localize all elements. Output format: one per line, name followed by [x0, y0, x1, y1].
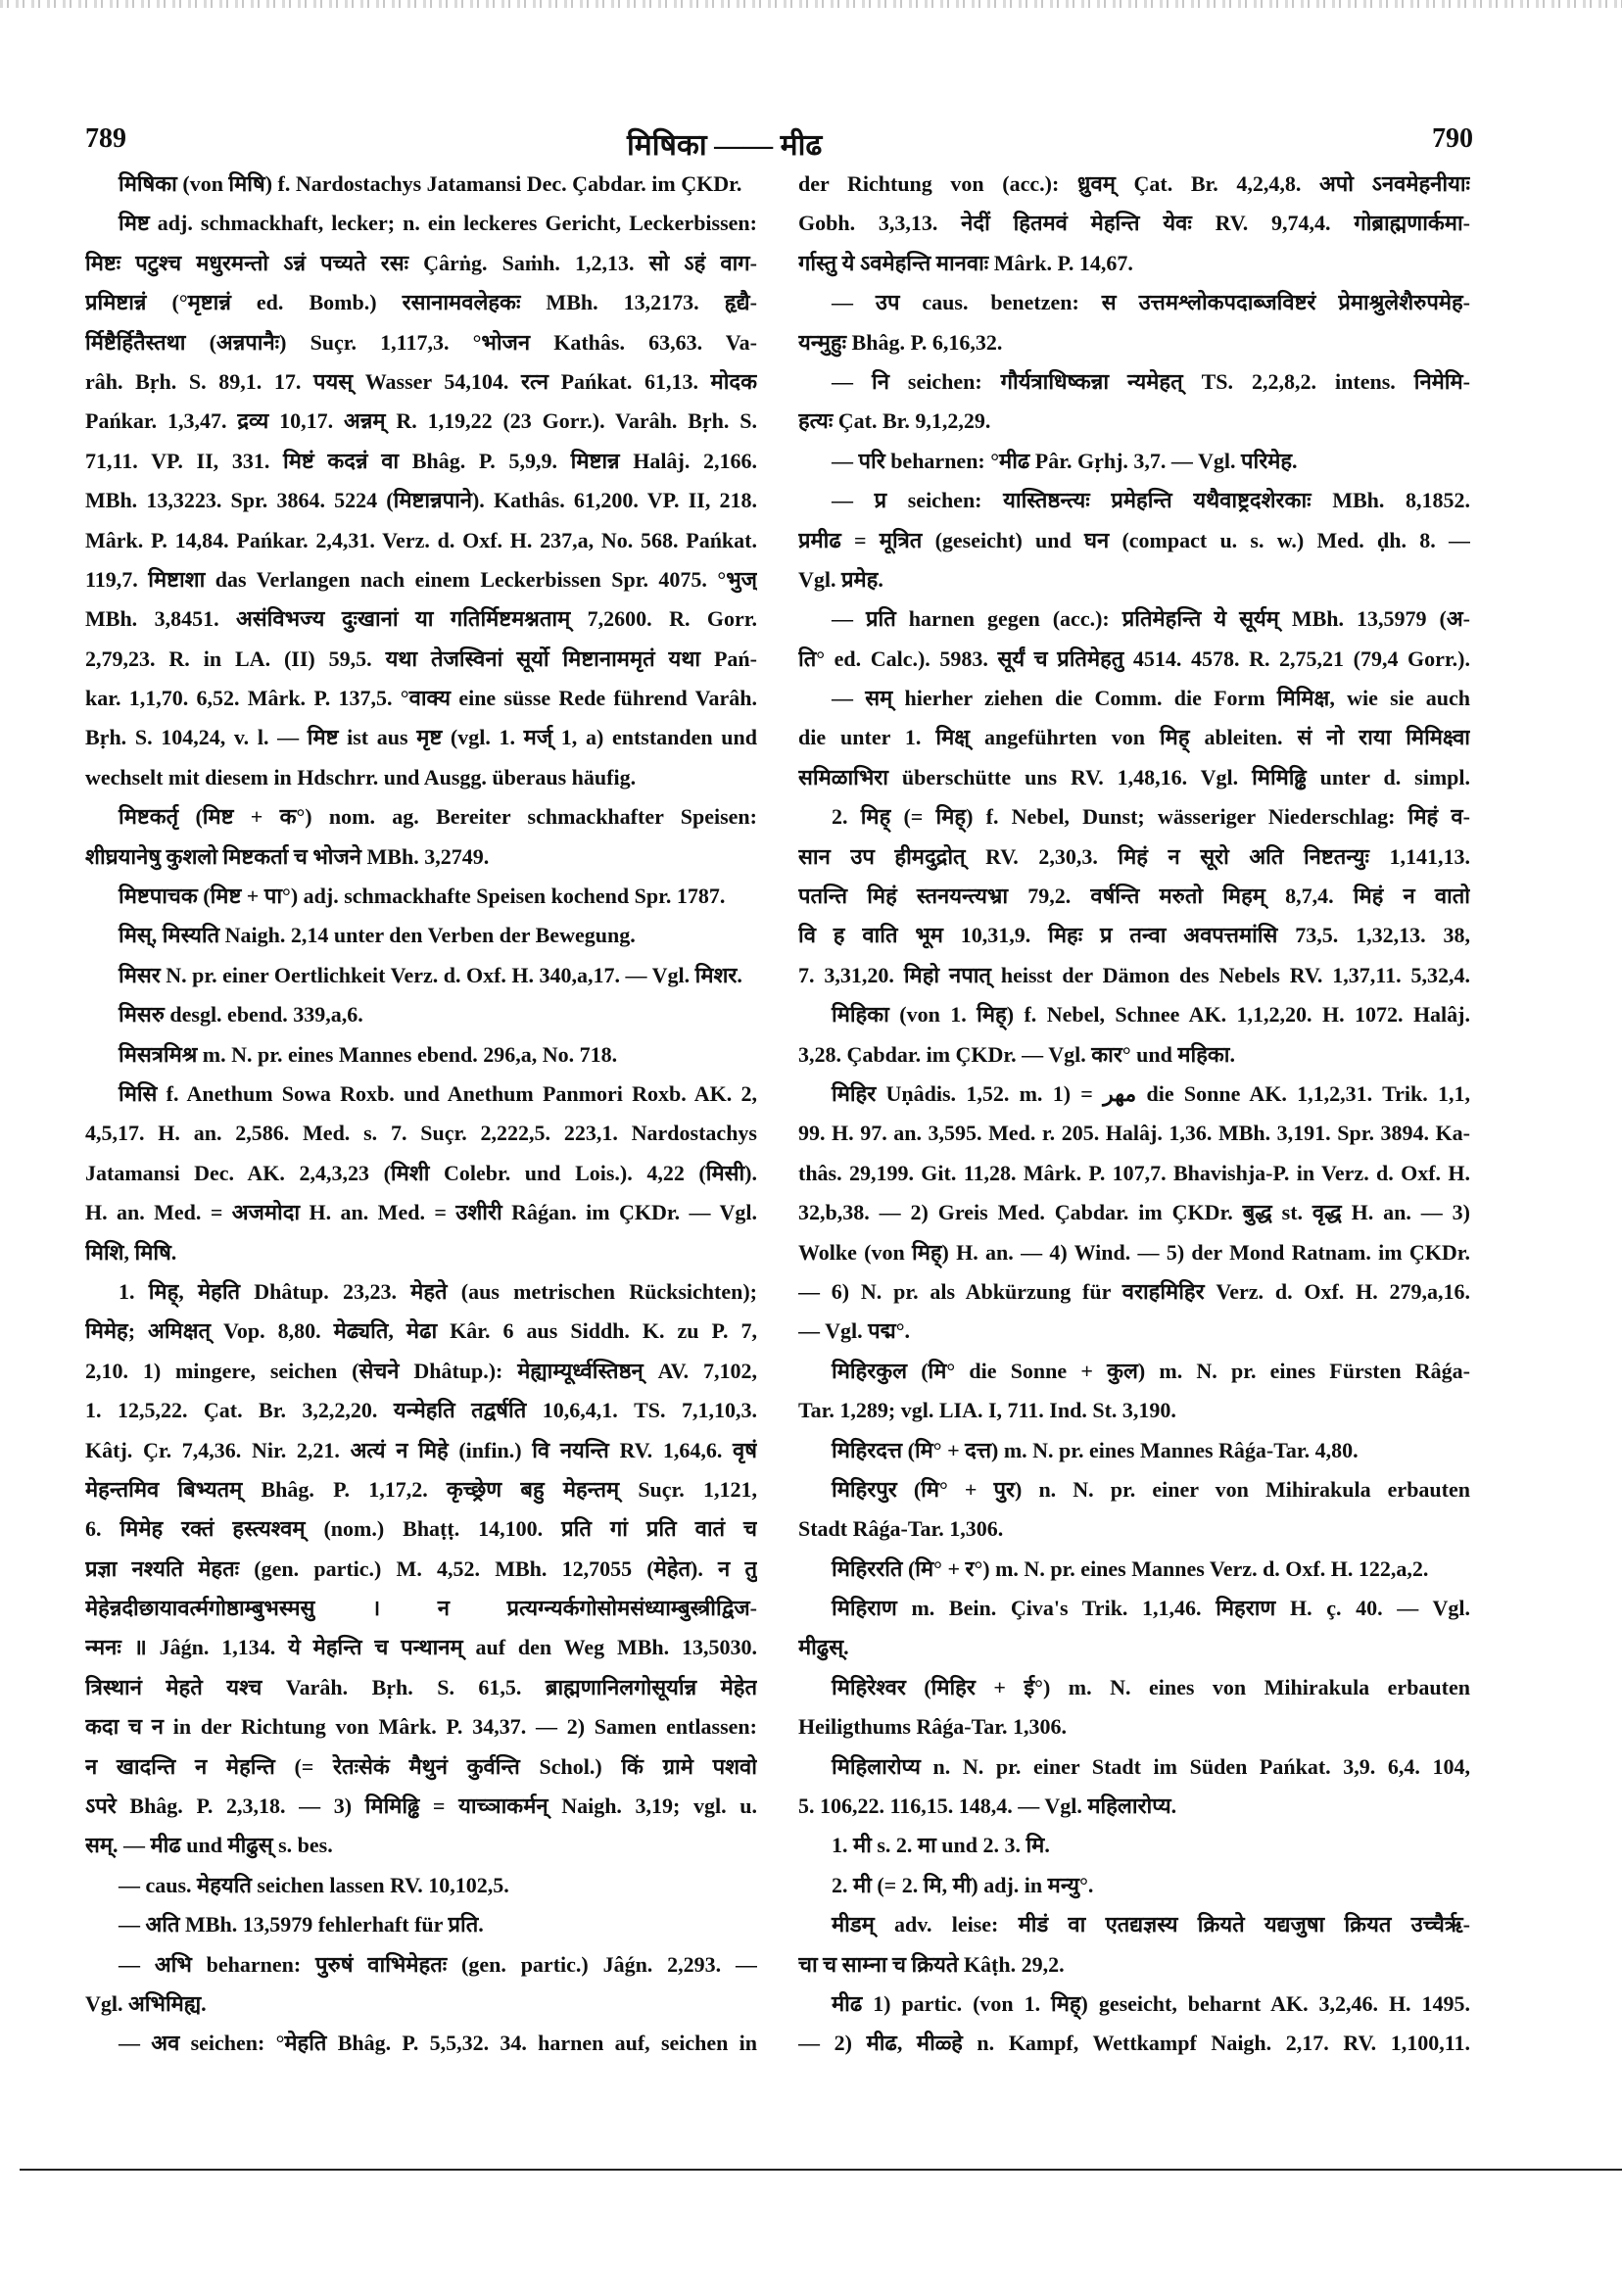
left-column-line: 1. 12,5,22. Çat. Br. 3,2,2,20. यन्मेहति तद्वर्षति 10,6,4,1. TS. 7,1,10,3. — [85, 1398, 757, 1423]
right-column-line: 2. मी (= 2. मि, मी) adj. in मन्यु°. — [832, 1872, 1094, 1897]
left-column-line: 119,7. मिष्टाशा das Verlangen nach einem Leckerbissen Spr. 4075. °भुज् — [85, 566, 757, 592]
right-column-line: der Richtung von (acc.): ध्रुवम् Çat. Br. 4,2,4,8. अपो ऽनवमेहनीयाः — [798, 171, 1470, 196]
left-column-line: kar. 1,1,70. 6,52. Mârk. P. 137,5. °वाक्य eine süsse Rede führend Varâh. — [85, 686, 757, 711]
right-column-line: 1. मी s. 2. मा und 2. 3. मि. — [832, 1833, 1050, 1858]
left-column-line: ऽपरे Bhâg. P. 2,3,18. — 3) मिमिढ्ढि = याच्ञाकर्मन् Naigh. 3,19; vgl. u. — [85, 1794, 757, 1819]
right-column-line: Gobh. 3,3,13. नेदीं हितमवं मेहन्ति येवः RV. 9,74,4. गोब्राह्मणार्कमा- — [798, 211, 1470, 236]
left-column — [85, 165, 757, 2064]
left-column-line: MBh. 13,3223. Spr. 3864. 5224 (मिष्टान्नपाने). Kathâs. 61,200. VP. II, 218. — [85, 488, 757, 513]
left-column-line: 1. मिह्, मेहति Dhâtup. 23,23. मेहते (aus metrischen Rücksichten); — [119, 1278, 757, 1304]
page-number-right: 790 — [1432, 123, 1473, 154]
right-column-line: 3,28. Çabdar. im ÇKDr. — Vgl. कार° und महिका. — [798, 1041, 1236, 1067]
running-head: मिषिका —— मीढ — [627, 129, 823, 162]
left-column-line: 71,11. VP. II, 331. मिष्टं कदन्नं वा Bhâg. P. 5,9,9. मिष्टान्न Halâj. 2,166. — [85, 448, 757, 473]
left-column-line: H. an. Med. = अजमोदा H. an. Med. = उशीरी Râǵan. im ÇKDr. — Vgl. — [85, 1200, 757, 1225]
page-number-left: 789 — [85, 123, 126, 154]
left-column-line: MBh. 3,8451. असंविभज्य दुःखानां या गतिर्मिष्टमश्नताम् 7,2600. R. Gorr. — [85, 606, 757, 632]
left-column-line: Jatamansi Dec. AK. 2,4,3,23 (मिशी Colebr. und Lois.). 4,22 (मिसी). — [85, 1160, 757, 1185]
right-column-line: — प्रति harnen gegen (acc.): प्रतिमेहन्ति ये सूर्यम् MBh. 13,5979 (अ- — [832, 606, 1470, 632]
right-column-line: पतन्ति मिहं स्तनयन्त्यभ्रा 79,2. वर्षन्ति मरुतो मिहम् 8,7,4. मिहं न वातो — [798, 884, 1470, 909]
right-column-line: thâs. 29,199. Git. 11,28. Mârk. P. 107,7. Bhavishja-P. in Verz. d. Oxf. H. — [798, 1160, 1470, 1185]
scan-noise-strip — [0, 0, 1622, 8]
right-column-line: — सम् hierher ziehen die Comm. die Form मिमिक्ष, wie sie auch — [832, 686, 1470, 711]
left-column-line: मिसर N. pr. einer Oertlichkeit Verz. d. Oxf. H. 340,a,17. — Vgl. मिशर. — [119, 962, 742, 987]
right-column-line: यन्मुहुः Bhâg. P. 6,16,32. — [798, 329, 1003, 355]
right-column-line: 7. 3,31,20. मिहो नपात् heisst der Dämon des Nebels RV. 1,37,11. 5,32,4. — [798, 962, 1470, 987]
left-column-line: 2,10. 1) mingere, seichen (सेचने Dhâtup.): मेह्याम्यूर्ध्वस्तिष्ठन् AV. 7,102, — [85, 1358, 757, 1383]
right-column-line: मीढ 1) partic. (von 1. मिह्) geseicht, beharnt AK. 3,2,46. H. 1495. — [832, 1990, 1470, 2016]
left-column-line: Bṛh. S. 104,24, v. l. — मिष्ट ist aus मृष्ट (vgl. 1. मर्ज् 1, a) entstanden und — [85, 725, 757, 750]
right-column-line: मिहिररति (मि° + र°) m. N. pr. eines Mannes Verz. d. Oxf. H. 122,a,2. — [832, 1555, 1429, 1581]
left-column-line: Mârk. P. 14,84. Pańkar. 2,4,31. Verz. d. Oxf. H. 237,a, No. 568. Pańkat. — [85, 527, 757, 552]
left-column-line: 4,5,17. H. an. 2,586. Med. s. 7. Suçr. 2,222,5. 223,1. Nardostachys — [85, 1121, 757, 1146]
right-column-line: मिहिका (von 1. मिह्) f. Nebel, Schnee AK. 1,1,2,20. H. 1072. Halâj. — [832, 1002, 1470, 1028]
right-column-line: — प्र seichen: यास्तिष्ठन्त्यः प्रमेहन्ति यथैवाष्ट्रदशेरकाः MBh. 8,1852. — [832, 488, 1470, 513]
right-column-line: Tar. 1,289; vgl. LIA. I, 711. Ind. St. 3,190. — [798, 1398, 1176, 1423]
left-column-line: मिसत्रमिश्र m. N. pr. eines Mannes ebend. 296,a, No. 718. — [119, 1041, 618, 1067]
right-column-line: Heiligthums Râǵa-Tar. 1,306. — [798, 1714, 1068, 1740]
left-column-line: प्रमिष्टान्नं (°मृष्टान्नं ed. Bomb.) रसानामवलेहकः MBh. 13,2173. हृद्यै- — [85, 290, 757, 315]
left-column-line: मिशि, मिषि. — [85, 1239, 177, 1265]
left-column-line: न खादन्ति न मेहन्ति (= रेतःसेकं मैथुनं कुर्वन्ति Schol.) किं ग्रामे पशवो — [85, 1753, 757, 1779]
right-column-line: मीडम् adv. leise: मीडं वा एतद्यज्ञस्य क्रियते यद्यजुषा क्रियत उच्चैरृ- — [832, 1912, 1470, 1937]
right-column-line: — Vgl. पद्म°. — [798, 1318, 911, 1344]
right-column-line: — उप caus. benetzen: स उत्तमश्लोकपदाब्जविष्टरं प्रेमाश्रुलेशैरुपमेह- — [832, 290, 1470, 315]
left-column-line: मिमेह; अमिक्षत् Vop. 8,80. मेढ्यति, मेढा Kâr. 6 aus Siddh. K. zu P. 7, — [85, 1318, 757, 1344]
left-column-line: Pańkar. 1,3,47. द्रव्य 10,17. अन्नम् R. 1,19,22 (23 Gorr.). Varâh. Bṛh. S. — [85, 408, 757, 434]
right-column-line: र्गास्तु ये ऽवमेहन्ति मानवाः Mârk. P. 14,67. — [798, 250, 1133, 275]
left-column-line: 2,79,23. R. in LA. (II) 59,5. यथा तेजस्विनां सूर्यो मिष्टानाममृतं यथा Pań- — [85, 646, 757, 671]
left-column-line: त्रिस्थानं मेहते यश्च Varâh. Bṛh. S. 61,5. ब्राह्मणानिलगोसूर्यान्न मेहेत — [85, 1674, 757, 1699]
right-column-line: Stadt Râǵa-Tar. 1,306. — [798, 1516, 1004, 1542]
left-column-line: मिष्ट adj. schmackhaft, lecker; n. ein leckeres Gericht, Leckerbissen: — [119, 211, 757, 236]
right-column-line: चा च साम्ना च क्रियते Kâṭh. 29,2. — [798, 1951, 1065, 1977]
left-column-line: — अव seichen: °मेहति Bhâg. P. 5,5,32. 34. harnen auf, seichen in — [119, 2031, 757, 2056]
right-column-line: मिहिर Uṇâdis. 1,52. m. 1) = مهر die Sonne AK. 1,1,2,31. Trik. 1,1, — [832, 1080, 1470, 1106]
right-column-line: ति° ed. Calc.). 5983. सूर्यं च प्रतिमेहतु 4514. 4578. R. 2,75,21 (79,4 Gorr.). — [798, 646, 1470, 671]
right-column-line: — 2) मीढ, मीळ्हे n. Kampf, Wettkampf Naigh. 2,17. RV. 1,100,11. — [798, 2031, 1470, 2056]
left-column-line: मिस्, मिस्यति Naigh. 2,14 unter den Verben der Bewegung. — [119, 923, 636, 948]
right-column-line: — 6) N. pr. als Abkürzung für वराहमिहिर Verz. d. Oxf. H. 279,a,16. — [798, 1278, 1470, 1304]
right-column-line: 5. 106,22. 116,15. 148,4. — Vgl. महिलारोप्य. — [798, 1794, 1177, 1819]
right-column-line: मिहिरदत्त (मि° + दत्त) m. N. pr. eines Mannes Râǵa-Tar. 4,80. — [832, 1437, 1359, 1462]
footer-rule — [20, 2169, 1622, 2171]
right-column-line: सान उप हीमदुद्रोत् RV. 2,30,3. मिहं न सूरो अति निष्टतन्युः 1,141,13. — [798, 843, 1470, 869]
right-column-line: — परि beharnen: °मीढ Pâr. Gṛhj. 3,7. — Vgl. परिमेह. — [832, 448, 1298, 473]
left-column-line: मिसि f. Anethum Sowa Roxb. und Anethum Panmori Roxb. AK. 2, — [119, 1080, 757, 1106]
right-column-line: Wolke (von मिह्) H. an. — 4) Wind. — 5) der Mond Ratnam. im ÇKDr. — [798, 1239, 1470, 1265]
right-column-line: मिहिरेश्वर (मिहिर + ई°) m. N. eines von Mihirakula erbauten — [832, 1674, 1470, 1699]
right-column-line: Vgl. प्रमेह. — [798, 566, 883, 592]
left-column-line: मेहेन्नदीछायावर्त्मगोष्ठाम्बुभस्मसु । न प्रत्यग्न्यर्कगोसोमसंध्याम्बुस्त्रीद्विज- — [85, 1596, 757, 1621]
left-column-line: मेहन्तमिव बिभ्यतम् Bhâg. P. 1,17,2. कृच्छ्रेण बहु मेहन्तम् Suçr. 1,121, — [85, 1476, 757, 1502]
right-column-line: मिहिराण m. Bein. Çiva's Trik. 1,1,46. मिहराण H. ç. 40. — Vgl. — [832, 1596, 1470, 1621]
right-column-line: प्रमीढ = मूत्रित (geseicht) und घन (compact u. s. w.) Med. ḍh. 8. — — [798, 527, 1470, 552]
left-column-line: शीघ्रयानेषु कुशलो मिष्टकर्ता च भोजने MBh. 3,2749. — [85, 843, 490, 869]
left-column-line: — caus. मेहयति seichen lassen RV. 10,102,5. — [119, 1872, 509, 1897]
left-column-line: कदा च न in der Richtung von Mârk. P. 34,37. — 2) Samen entlassen: — [85, 1714, 757, 1740]
left-column-line: wechselt mit diesem in Hdschrr. und Ausgg. überaus häufig. — [85, 764, 637, 789]
left-column-line: Kâtj. Çr. 7,4,36. Nir. 2,21. अत्यं न मिहे (infin.) वि नयन्ति RV. 1,64,6. वृषं — [85, 1437, 757, 1462]
right-column-line: वि ह वाति भूम 10,31,9. मिहः प्र तन्वा अवपत्तमांसि 73,5. 1,32,13. 38, — [798, 923, 1470, 948]
right-column-line: 99. H. 97. an. 3,595. Med. r. 205. Halâj. 1,36. MBh. 3,191. Spr. 3894. Ka- — [798, 1121, 1470, 1146]
left-column-line: मिसरु desgl. ebend. 339,a,6. — [119, 1002, 363, 1028]
left-column-line: मिष्टकर्तृ (मिष्ट + क°) nom. ag. Bereiter schmackhafter Speisen: — [119, 804, 757, 830]
left-column-line: — अति MBh. 13,5979 fehlerhaft für प्रति. — [119, 1912, 484, 1937]
right-column-line: 32,b,38. — 2) Greis Med. Çabdar. im ÇKDr. बुद्ध st. वृद्ध H. an. — 3) — [798, 1200, 1470, 1225]
left-column-line: 6. मिमेह रक्तं हस्त्यश्वम् (nom.) Bhaṭṭ. 14,100. प्रति गां प्रति वातं च — [85, 1516, 757, 1542]
right-column-line: हत्यः Çat. Br. 9,1,2,29. — [798, 408, 991, 434]
right-column-line: 2. मिह् (= मिह्) f. Nebel, Dunst; wässeriger Niederschlag: मिहं व- — [832, 804, 1470, 830]
right-column-line: मिहिलारोप्य n. N. pr. einer Stadt im Süden Pańkat. 3,9. 6,4. 104, — [832, 1753, 1470, 1779]
right-column — [798, 165, 1470, 2064]
left-column-line: न्मनः ॥ Jâǵn. 1,134. ये मेहन्ति च पन्थानम् auf den Weg MBh. 13,5030. — [85, 1635, 757, 1660]
right-column-line: मिहिरपुर (मि° + पुर) n. N. pr. einer von Mihirakula erbauten — [832, 1476, 1470, 1502]
left-column-line: प्रज्ञा नश्यति मेहतः (gen. partic.) M. 4,52. MBh. 12,7055 (मेहेत). न तु — [85, 1555, 757, 1581]
right-column-line: मिहिरकुल (मि° die Sonne + कुल) m. N. pr. eines Fürsten Râǵa- — [832, 1358, 1470, 1383]
right-column-line: समिळाभिरा überschütte uns RV. 1,48,16. Vgl. मिमिढ्ढि unter d. simpl. — [798, 764, 1470, 789]
left-column-line: मिष्टपाचक (मिष्ट + पा°) adj. schmackhafte Speisen kochend Spr. 1787. — [119, 884, 726, 909]
left-column-line: Vgl. अभिमिह्य. — [85, 1990, 207, 2016]
right-column-line: die unter 1. मिक्ष् angeführten von मिह् ableiten. सं नो राया मिमिक्ष्वा — [798, 725, 1470, 750]
right-column-line: मीढुस्. — [798, 1635, 849, 1660]
left-column-line: मिष्टः पटुश्च मधुरमन्तो ऽन्नं पच्यते रसः Çârṅg. Saṁh. 1,2,13. सो ऽहं वाग- — [85, 250, 757, 275]
left-column-line: र्मिष्टैर्हितैस्तथा (अन्नपानैः) Suçr. 1,117,3. °भोजन Kathâs. 63,63. Va- — [85, 329, 757, 355]
left-column-line: मिषिका (von मिषि) f. Nardostachys Jatamansi Dec. Çabdar. im ÇKDr. — [119, 171, 742, 196]
left-column-line: râh. Bṛh. S. 89,1. 17. पयस् Wasser 54,104. रत्न Pańkat. 61,13. मोदक — [85, 368, 757, 394]
left-column-line: — अभि beharnen: पुरुषं वाभिमेहतः (gen. partic.) Jâǵn. 2,293. — — [119, 1951, 757, 1977]
left-column-line: सम्. — मीढ und मीढुस् s. bes. — [85, 1833, 333, 1858]
right-column-line: — नि seichen: गौर्यत्राधिष्कन्ना न्यमेहत् TS. 2,2,8,2. intens. निमेमि- — [832, 368, 1470, 394]
